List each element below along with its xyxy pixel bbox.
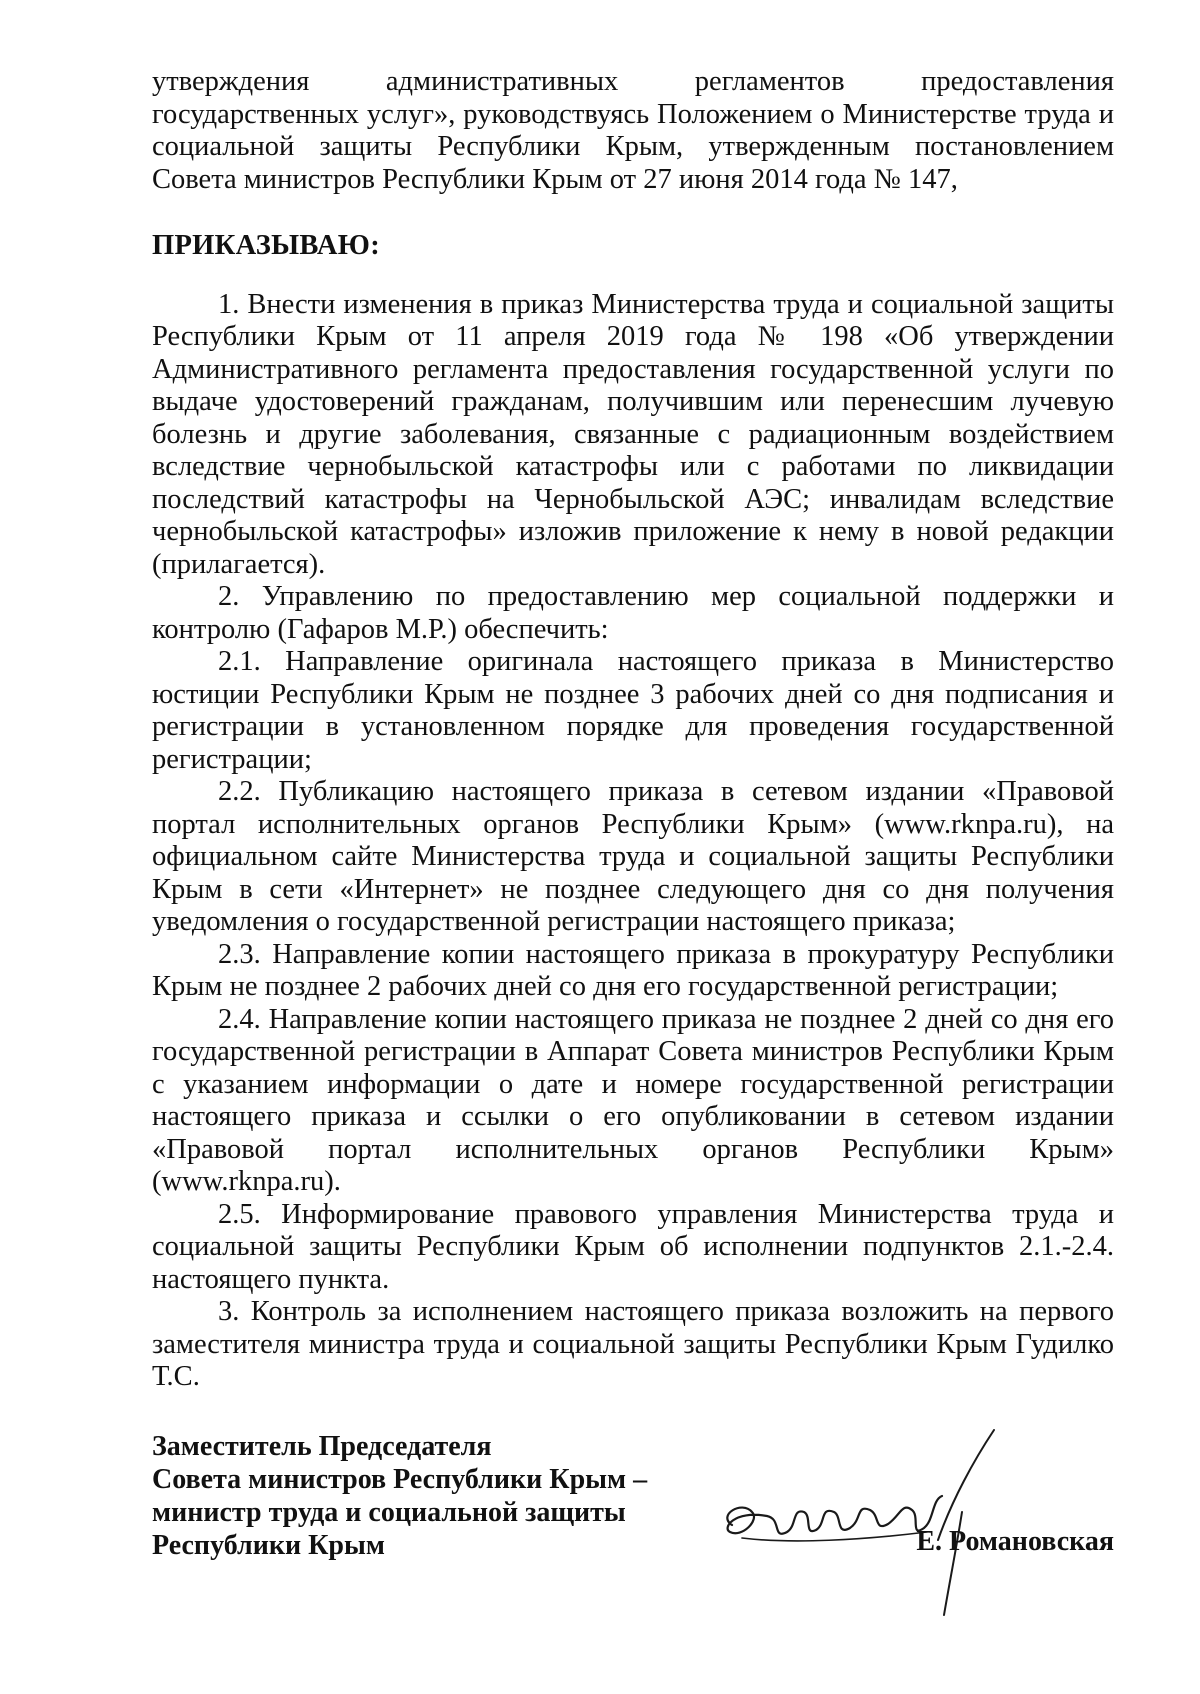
paragraph-1: 1. Внести изменения в приказ Министерства труда и социальной защиты Республики Крым от 11 апреля 2019 года № 198 «Об утверждении Административного регламента предоставления государственной услуги по выдаче удостоверений гражданам, получившим или перенесшим лучевую болезнь и другие заболевания, связанные с радиационным воздействием вследствие чернобыльской катастрофы или с работами по ликвидации последствий катастрофы на Чернобыльской АЭС; инвалидам вследствие чернобыльской катастрофы» изложив приложение к нему в новой редакции (прилагается). [152,288,1114,580]
order-heading: ПРИКАЗЫВАЮ: [152,230,380,261]
intro-paragraph: утверждения административных регламентов предоставления государственных услуг», руководствуясь Положением о Министерстве труда и социальной защиты Республики Крым, утвержденным постановлением Совета министров Республики Крым от 27 июня 2014 года № 147, [152,66,1114,195]
handwritten-signature [712,1420,1042,1620]
signature-block [152,1430,1114,1610]
signatory-title-line-2: Совета министров Республики Крым – [152,1464,648,1495]
signatory-title-line-3: министр труда и социальной защиты [152,1497,626,1528]
paragraph-2-4: 2.4. Направление копии настоящего приказа не позднее 2 дней со дня его государственной регистрации в Аппарат Совета министров Республики Крым с указанием информации о дате и номере государственной регистрации настоящего приказа и ссылки о его опубликовании в сетевом издании «Правовой портал исполнительных органов Республики Крым» (www.rknpa.ru). [152,1003,1114,1197]
paragraph-2: 2. Управлению по предоставлению мер социальной поддержки и контролю (Гафаров М.Р.) обеспечить: [152,581,1114,645]
signatory-title-line-4: Республики Крым [152,1530,385,1561]
paragraph-2-3: 2.3. Направление копии настоящего приказа в прокуратуру Республики Крым не позднее 2 рабочих дней со дня его государственной регистрации; [152,938,1114,1002]
paragraph-2-2: 2.2. Публикацию настоящего приказа в сетевом издании «Правовой портал исполнительных органов Республики Крым» (www.rknpa.ru), на официальном сайте Министерства труда и социальной защиты Республики Крым в сети «Интернет» не позднее следующего дня со дня получения уведомления о государственной регистрации настоящего приказа; [152,776,1114,937]
signatory-title [152,1430,712,1562]
signatory-name: Е. Романовская [916,1526,1114,1557]
document-body [152,66,1114,1394]
paragraph-2-1: 2.1. Направление оригинала настоящего приказа в Министерство юстиции Республики Крым не позднее 3 рабочих дней со дня подписания и регистрации в установленном порядке для проведения государственной регистрации; [152,646,1114,775]
paragraph-2-5: 2.5. Информирование правового управления Министерства труда и социальной защиты Республики Крым об исполнении подпунктов 2.1.-2.4. настоящего пункта. [152,1198,1114,1295]
paragraph-3: 3. Контроль за исполнением настоящего приказа возложить на первого заместителя министра труда и социальной защиты Республики Крым Гудилко Т.С. [152,1296,1114,1392]
signatory-title-line-1: Заместитель Председателя [152,1431,492,1462]
